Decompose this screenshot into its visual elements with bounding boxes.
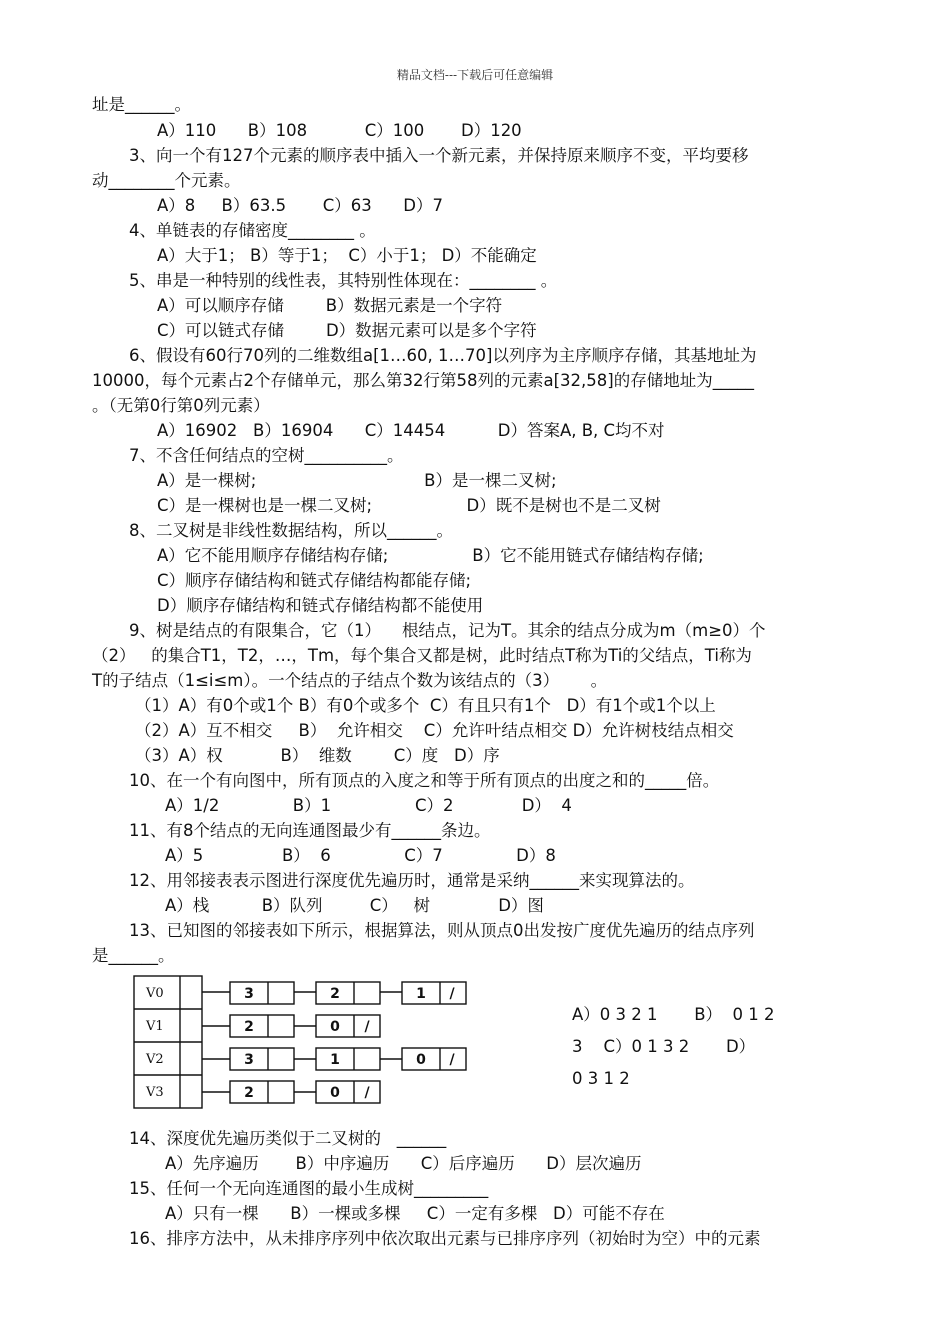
text-line: 是______。 (92, 946, 175, 965)
text-line: 址是______。 (92, 95, 191, 114)
adjacency-list-diagram (130, 972, 490, 1112)
page-header: 精品文档---下载后可任意编辑 (396, 68, 554, 82)
option-line: （2）A）互不相交 B） 允许相交 C）允许叶结点相交 D）允许树枝结点相交 (135, 721, 734, 740)
question-14: 14、深度优先遍历类似于二叉树的 ______ (129, 1129, 447, 1148)
question-6: 6、假设有60行70列的二维数组a[1…60, 1…70]以列序为主序顺序存储，其基地址为 (129, 346, 757, 365)
node-value: 2 (244, 1019, 254, 1035)
text-line: 10000，每个元素占2个存储单元，那么第32行第58列的元素a[32,58]的存储地址为_____ (92, 371, 754, 390)
node-null: / (449, 986, 455, 1002)
node-null: / (364, 1019, 370, 1035)
text-line: T的子结点（1≤i≤m）。一个结点的子结点个数为该结点的（3） 。 (92, 671, 608, 690)
option-line: C）可以链式存储 D）数据元素可以是多个字符 (157, 321, 537, 340)
node-value: 2 (330, 986, 340, 1002)
option-line: A）8 B）63.5 C）63 D）7 (157, 196, 443, 215)
node-value: 1 (416, 986, 426, 1002)
question-3: 3、向一个有127个元素的顺序表中插入一个新元素，并保持原来顺序不变，平均要移 (129, 146, 749, 165)
option-line: A）是一棵树; B）是一棵二叉树; (157, 471, 557, 490)
vertex-label: V1 (146, 1019, 164, 1034)
node-value: 2 (244, 1085, 254, 1101)
node-value: 1 (330, 1052, 340, 1068)
option-line: D）顺序存储结构和链式存储结构都不能使用 (157, 596, 484, 615)
option-line: （1）A）有0个或1个 B）有0个或多个 C）有且只有1个 D）有1个或1个以上 (135, 696, 716, 715)
question-7: 7、不含任何结点的空树__________。 (129, 446, 404, 465)
node-null: / (364, 1085, 370, 1101)
option-line: A）先序遍历 B）中序遍历 C）后序遍历 D）层次遍历 (165, 1154, 642, 1173)
node-null: / (449, 1052, 455, 1068)
option-line: A）1/2 B）1 C）2 D） 4 (165, 796, 572, 815)
option-line: C）是一棵树也是一棵二叉树; D）既不是树也不是二叉树 (157, 496, 661, 515)
question-12: 12、用邻接表表示图进行深度优先遍历时，通常是采纳______来实现算法的。 (129, 871, 695, 890)
question-13: 13、已知图的邻接表如下所示，根据算法，则从顶点0出发按广度优先遍历的结点序列 (129, 921, 755, 940)
question-11: 11、有8个结点的无向连通图最少有______条边。 (129, 821, 491, 840)
option-line: A）栈 B）队列 C） 树 D）图 (165, 896, 544, 915)
node-value: 0 (330, 1085, 340, 1101)
option-line: A）16902 B）16904 C）14454 D）答案A, B, C均不对 (157, 421, 665, 440)
node-value: 0 (330, 1019, 340, 1035)
option-line: A）只有一棵 B）一棵或多棵 C）一定有多棵 D）可能不存在 (165, 1204, 665, 1223)
question-9: 9、树是结点的有限集合，它（1） 根结点，记为T。其余的结点分成为m（m≥0）个 (129, 621, 766, 640)
option-line: C）顺序存储结构和链式存储结构都能存储; (157, 571, 472, 590)
node-value: 3 (244, 986, 254, 1002)
question-10: 10、在一个有向图中，所有顶点的入度之和等于所有顶点的出度之和的_____倍。 (129, 771, 720, 790)
option-line: A）5 B） 6 C）7 D）8 (165, 846, 556, 865)
text-line: 。（无第0行第0列元素） (92, 396, 270, 415)
option-line: （3）A）权 B） 维数 C）度 D）序 (135, 746, 500, 765)
option-line: A）110 B）108 C）100 D）120 (157, 121, 522, 140)
vertex-label: V0 (146, 986, 164, 1001)
option-line: A）可以顺序存储 B）数据元素是一个字符 (157, 296, 503, 315)
text-line: 动________个元素。 (92, 171, 241, 190)
question-5: 5、串是一种特别的线性表，其特别性体现在：________ 。 (129, 271, 558, 290)
vertex-label: V3 (146, 1085, 164, 1100)
node-value: 0 (416, 1052, 426, 1068)
q13-option-line: A）0 3 2 1 B） 0 1 2 (572, 1005, 775, 1024)
text-line: （2） 的集合T1，T2，…，Tm，每个集合又都是树，此时结点T称为Ti的父结点，Ti称为 (92, 646, 752, 665)
q13-option-line: 0 3 1 2 (572, 1069, 630, 1088)
option-line: A）大于1； B）等于1； C）小于1； D）不能确定 (157, 246, 537, 265)
node-value: 3 (244, 1052, 254, 1068)
question-4: 4、单链表的存储密度________ 。 (129, 221, 376, 240)
question-15: 15、任何一个无向连通图的最小生成树_________ (129, 1179, 489, 1198)
option-line: A）它不能用顺序存储结构存储; B）它不能用链式存储结构存储; (157, 546, 704, 565)
question-8: 8、二叉树是非线性数据结构，所以______。 (129, 521, 453, 540)
q13-option-line: 3 C）0 1 3 2 D） (572, 1037, 756, 1056)
vertex-label: V2 (146, 1052, 164, 1067)
question-16: 16、排序方法中，从未排序序列中依次取出元素与已排序序列（初始时为空）中的元素 (129, 1229, 761, 1248)
